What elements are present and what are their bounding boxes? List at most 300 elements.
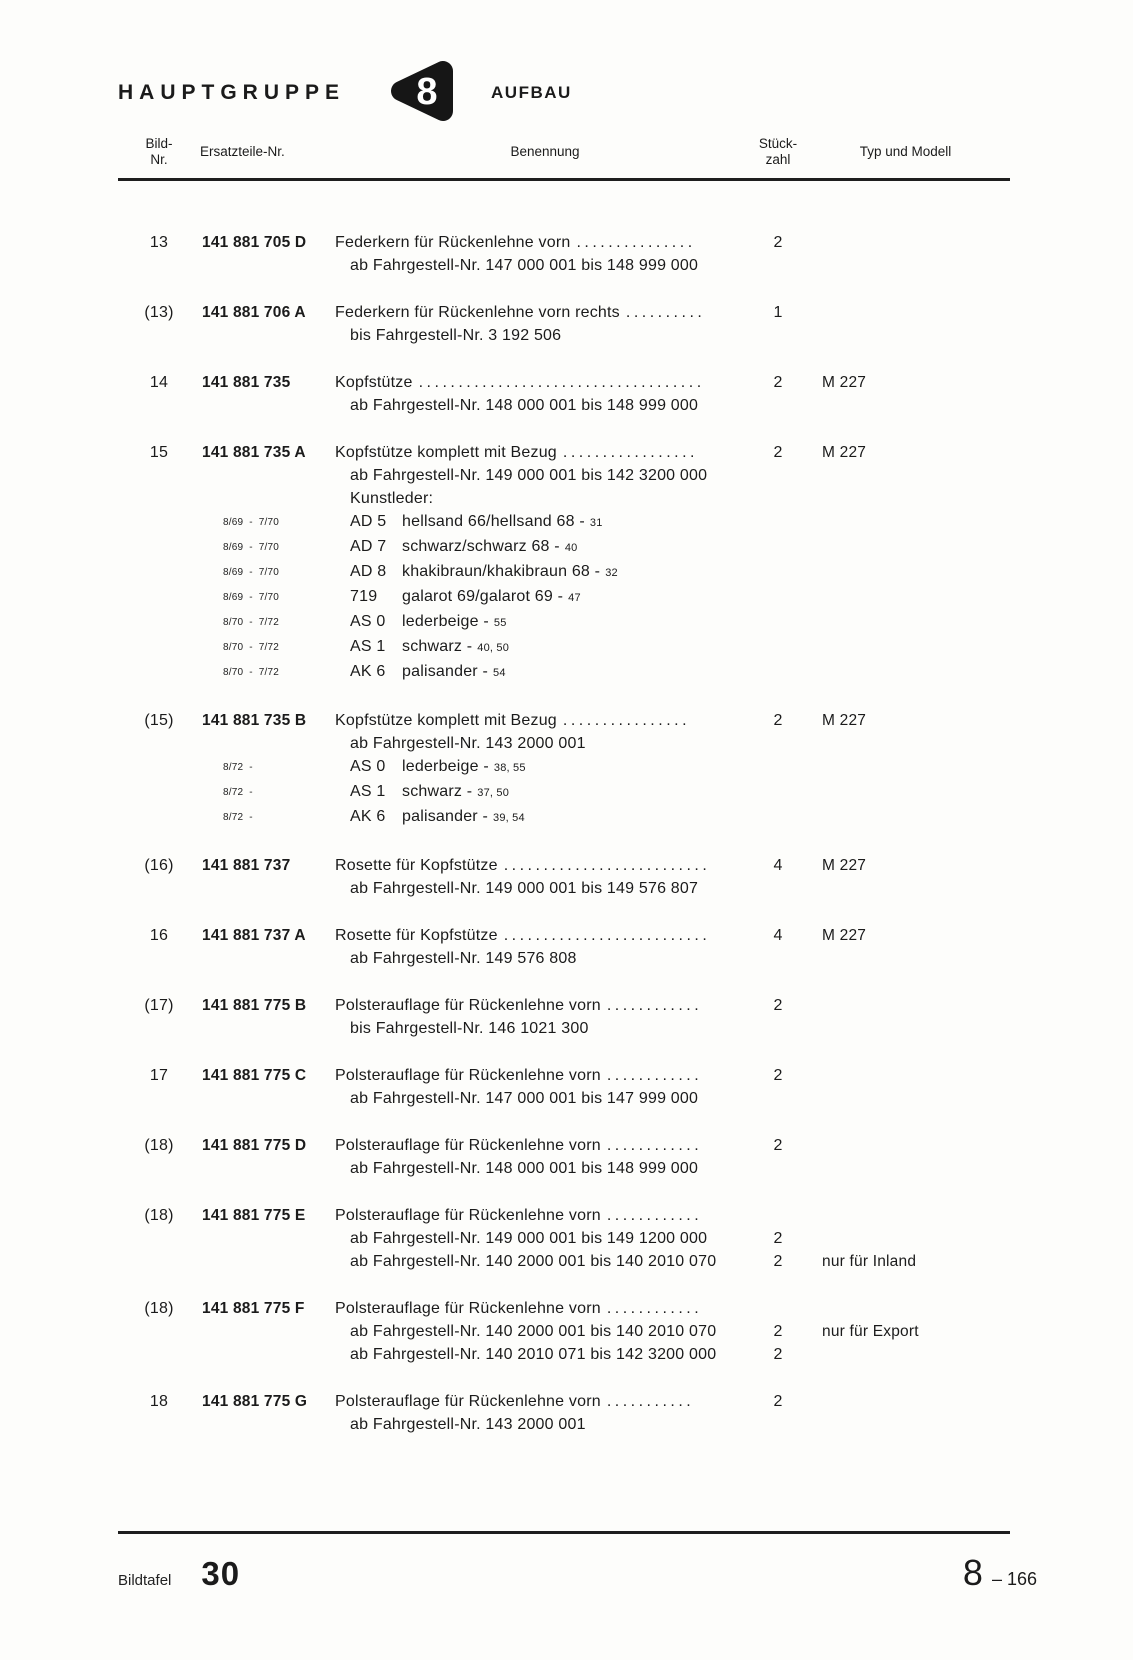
chassis-range-text: ab Fahrgestell-Nr. 149 000 001 bis 142 3200 000 [350, 467, 708, 484]
model-cell: nur für Inland [822, 1253, 917, 1270]
chassis-range-text: ab Fahrgestell-Nr. 143 2000 001 [350, 735, 586, 752]
bild-nr-cell [118, 1320, 200, 1343]
description-cell [335, 254, 755, 277]
bild-nr-cell [118, 1087, 200, 1110]
model-cell [801, 535, 1010, 560]
bild-nr-cell [118, 254, 200, 277]
quantity-cell [755, 394, 801, 417]
date-range: 8/69 - 7/70 [223, 592, 280, 603]
page [118, 60, 1010, 1436]
table-row-line [118, 635, 1010, 660]
dot-leader: ............ [606, 1137, 703, 1154]
quantity-cell [755, 510, 801, 535]
group-badge-shape [387, 58, 457, 124]
model-cell [801, 732, 1010, 755]
color-suffix: 39, 54 [493, 812, 525, 824]
quantity-cell: 4 [773, 857, 783, 874]
dot-leader: .......................... [503, 857, 711, 874]
bild-nr-cell: (18) [144, 1300, 174, 1317]
dot-leader: ............ [606, 997, 703, 1014]
chassis-range-text: bis Fahrgestell-Nr. 3 192 506 [350, 327, 562, 344]
part-number-cell: 141 881 775 E [202, 1207, 306, 1224]
description-cell [335, 780, 755, 805]
model-cell: M 227 [822, 444, 867, 461]
dot-leader: ................. [562, 444, 698, 461]
table-row-line [118, 732, 1010, 755]
date-range: 8/69 - 7/70 [223, 567, 280, 578]
description-text: Kopfstütze [335, 374, 413, 391]
table-row-line [118, 1204, 1010, 1227]
bild-nr-cell [118, 1250, 200, 1273]
chassis-range-text: ab Fahrgestell-Nr. 140 2000 001 bis 140 2010 070 [350, 1253, 717, 1270]
bild-nr-cell [118, 877, 200, 900]
description-cell [335, 510, 755, 535]
dot-leader: ............ [606, 1207, 703, 1224]
empty-cell [200, 1087, 335, 1110]
table-row-line [118, 1250, 1010, 1273]
table-row [118, 854, 1010, 900]
bild-nr-cell: (18) [144, 1137, 174, 1154]
part-number-cell: 141 881 775 C [202, 1067, 307, 1084]
model-cell [801, 394, 1010, 417]
dot-leader: ................ [562, 712, 691, 729]
table-row [118, 441, 1010, 685]
header-stueckzahl [755, 136, 801, 168]
empty-cell [200, 1413, 335, 1436]
quantity-cell [755, 254, 801, 277]
description-cell [335, 1087, 755, 1110]
table-row-line [118, 780, 1010, 805]
quantity-cell: 4 [773, 927, 783, 944]
bild-nr-cell [118, 947, 200, 970]
part-number-cell: 141 881 775 F [202, 1300, 305, 1317]
table-row-line [118, 254, 1010, 277]
quantity-cell: 2 [773, 712, 783, 729]
part-number-cell: 141 881 705 D [202, 234, 307, 251]
color-code: AS 1 [350, 783, 386, 800]
color-name: lederbeige - [402, 613, 489, 630]
description-cell [335, 464, 755, 487]
empty-cell [200, 1250, 335, 1273]
part-number-cell: 141 881 735 [202, 374, 291, 391]
model-cell: M 227 [822, 927, 867, 944]
color-suffix: 37, 50 [477, 787, 510, 799]
quantity-cell: 2 [773, 1393, 783, 1410]
table-row-line [118, 1297, 1010, 1320]
bild-nr-cell [118, 324, 200, 347]
table-row-line [118, 585, 1010, 610]
bild-nr-cell [118, 464, 200, 487]
quantity-cell [755, 635, 801, 660]
quantity-cell [755, 877, 801, 900]
empty-cell [200, 1320, 335, 1343]
description-cell [335, 732, 755, 755]
description-cell [335, 560, 755, 585]
description-cell [335, 755, 755, 780]
quantity-cell [755, 560, 801, 585]
dot-leader: ........... [606, 1393, 695, 1410]
table-row-line [118, 231, 1010, 254]
description-cell [335, 231, 755, 254]
model-cell [801, 1227, 1010, 1250]
bild-nr-cell [118, 732, 200, 755]
description-cell [335, 1250, 755, 1273]
description-cell [335, 441, 755, 464]
model-cell [801, 487, 1010, 510]
dot-leader: .......... [625, 304, 706, 321]
table-row-line [118, 1343, 1010, 1366]
chassis-range-text: ab Fahrgestell-Nr. 147 000 001 bis 147 999 000 [350, 1090, 699, 1107]
table-row-line [118, 660, 1010, 685]
description-cell [335, 1017, 755, 1040]
table-row [118, 231, 1010, 277]
page-footer [118, 1552, 1037, 1594]
color-name: hellsand 66/hellsand 68 - [402, 513, 585, 530]
bild-nr-cell [118, 487, 200, 510]
table-row-line [118, 560, 1010, 585]
description-text: Polsterauflage für Rückenlehne vorn [335, 997, 601, 1014]
bild-nr-cell: 15 [149, 444, 169, 461]
description-text: Polsterauflage für Rückenlehne vorn [335, 1067, 601, 1084]
table-row [118, 994, 1010, 1040]
chassis-range-text: ab Fahrgestell-Nr. 149 000 001 bis 149 1200 000 [350, 1230, 708, 1247]
table-row-line [118, 1390, 1010, 1413]
color-name: palisander - [402, 663, 489, 680]
header-rule [118, 178, 1010, 181]
bild-nr-cell: 16 [149, 927, 169, 944]
model-cell [801, 660, 1010, 685]
table-row [118, 709, 1010, 830]
model-cell [801, 560, 1010, 585]
bildtafel-label: Bildtafel [118, 1572, 172, 1589]
model-cell [801, 1087, 1010, 1110]
empty-cell [200, 394, 335, 417]
model-cell [801, 635, 1010, 660]
model-cell: M 227 [822, 857, 867, 874]
description-cell [335, 1227, 755, 1250]
table-row-line [118, 1017, 1010, 1040]
description-text: Kopfstütze komplett mit Bezug [335, 444, 557, 461]
description-cell [335, 1134, 755, 1157]
part-number-cell: 141 881 706 A [202, 304, 306, 321]
description-cell [335, 854, 755, 877]
color-code: 719 [350, 588, 378, 605]
bild-nr-cell: (13) [144, 304, 174, 321]
quantity-cell: 2 [773, 997, 783, 1014]
page-number-group [963, 1552, 1037, 1594]
table-row [118, 1204, 1010, 1273]
model-cell [801, 510, 1010, 535]
quantity-cell [755, 732, 801, 755]
group-number-badge [387, 58, 457, 129]
bild-nr-cell: 17 [149, 1067, 169, 1084]
model-cell [801, 610, 1010, 635]
bild-nr-cell [118, 1017, 200, 1040]
dot-leader: ............ [606, 1067, 703, 1084]
page-header [118, 60, 1010, 126]
empty-cell [200, 324, 335, 347]
table-row-line [118, 877, 1010, 900]
date-range: 8/72 - [223, 812, 253, 823]
table-row-line [118, 994, 1010, 1017]
model-cell: M 227 [822, 374, 867, 391]
header-typ-und-modell: Typ und Modell [859, 144, 952, 159]
bildtafel-number: 30 [201, 1555, 241, 1592]
model-cell [801, 805, 1010, 830]
model-cell: nur für Export [822, 1323, 919, 1340]
quantity-cell [755, 1157, 801, 1180]
color-code: AD 5 [350, 513, 387, 530]
table-row-line [118, 610, 1010, 635]
color-name: lederbeige - [402, 758, 489, 775]
table-row-line [118, 1157, 1010, 1180]
main-group-label: HAUPTGRUPPE [118, 81, 346, 104]
bild-nr-cell [118, 660, 200, 685]
table-row [118, 1390, 1010, 1436]
quantity-cell: 2 [773, 444, 783, 461]
table-row-line [118, 1064, 1010, 1087]
table-row-line [118, 487, 1010, 510]
model-cell [801, 585, 1010, 610]
model-cell [801, 1157, 1010, 1180]
empty-cell [200, 254, 335, 277]
table-row-line [118, 464, 1010, 487]
model-cell [801, 1204, 1010, 1227]
table-row-line [118, 854, 1010, 877]
quantity-cell: 2 [773, 1323, 783, 1340]
chassis-range-text: ab Fahrgestell-Nr. 140 2010 071 bis 142 3200 000 [350, 1346, 717, 1363]
part-number-cell: 141 881 775 D [202, 1137, 307, 1154]
table-row [118, 371, 1010, 417]
color-code: AK 6 [350, 663, 386, 680]
description-cell [335, 1320, 755, 1343]
table-row-line [118, 1134, 1010, 1157]
color-code: AD 7 [350, 538, 387, 555]
table-row-line [118, 924, 1010, 947]
color-code: AS 0 [350, 613, 386, 630]
bild-nr-cell [118, 805, 200, 830]
header-qty-line2: zahl [765, 152, 791, 167]
date-range: 8/72 - [223, 762, 253, 773]
description-text: Federkern für Rückenlehne vorn rechts [335, 304, 620, 321]
model-cell [801, 1064, 1010, 1087]
bild-nr-cell: 13 [149, 234, 169, 251]
header-bild-line1: Bild- [145, 136, 173, 151]
bild-nr-cell: (18) [144, 1207, 174, 1224]
color-name: schwarz/schwarz 68 - [402, 538, 560, 555]
description-text: Kopfstütze komplett mit Bezug [335, 712, 557, 729]
model-cell [801, 877, 1010, 900]
page-number: 8 [962, 1552, 983, 1593]
chassis-range-text: bis Fahrgestell-Nr. 146 1021 300 [350, 1020, 589, 1037]
date-range: 8/70 - 7/72 [223, 667, 280, 678]
quantity-cell [755, 610, 801, 635]
bild-nr-cell [118, 535, 200, 560]
chassis-range-text: ab Fahrgestell-Nr. 143 2000 001 [350, 1416, 586, 1433]
description-cell [335, 371, 755, 394]
quantity-cell: 2 [773, 374, 783, 391]
date-range: 8/69 - 7/70 [223, 542, 280, 553]
quantity-cell [755, 780, 801, 805]
table-row [118, 1134, 1010, 1180]
description-cell [335, 1390, 755, 1413]
description-cell [335, 1064, 755, 1087]
table-row-line [118, 755, 1010, 780]
color-suffix: 31 [589, 517, 603, 529]
table-row-line [118, 805, 1010, 830]
quantity-cell [755, 1017, 801, 1040]
table-row [118, 1064, 1010, 1110]
bild-nr-cell [118, 780, 200, 805]
date-range: 8/72 - [223, 787, 253, 798]
date-range: 8/70 - 7/72 [223, 617, 280, 628]
date-range: 8/70 - 7/72 [223, 642, 280, 653]
bild-nr-cell [118, 510, 200, 535]
chassis-range-text: ab Fahrgestell-Nr. 148 000 001 bis 148 999 000 [350, 397, 699, 414]
color-suffix: 55 [493, 617, 507, 629]
quantity-cell [755, 464, 801, 487]
model-cell [801, 994, 1010, 1017]
description-cell [335, 535, 755, 560]
table-row [118, 1297, 1010, 1366]
quantity-cell: 2 [773, 1253, 783, 1270]
description-cell [335, 1204, 755, 1227]
color-name: schwarz - [402, 783, 473, 800]
description-cell [335, 324, 755, 347]
description-cell [335, 301, 755, 324]
quantity-cell [755, 585, 801, 610]
color-code: AK 6 [350, 808, 386, 825]
color-suffix: 38, 55 [493, 762, 526, 774]
bild-nr-cell [118, 1413, 200, 1436]
model-cell [801, 301, 1010, 324]
color-name: schwarz - [402, 638, 473, 655]
empty-cell [200, 877, 335, 900]
color-suffix: 32 [605, 567, 618, 579]
color-suffix: 54 [493, 667, 506, 679]
table-row-line [118, 301, 1010, 324]
quantity-cell [755, 805, 801, 830]
table-row-line [118, 1320, 1010, 1343]
header-ersatzteile-nr: Ersatzteile-Nr. [200, 144, 285, 159]
model-cell [801, 1390, 1010, 1413]
bild-nr-cell: (15) [144, 712, 174, 729]
table-row-line [118, 535, 1010, 560]
color-suffix: 40 [564, 542, 578, 554]
color-name: palisander - [402, 808, 489, 825]
model-cell [801, 1343, 1010, 1366]
description-cell [335, 1413, 755, 1436]
empty-cell [200, 1227, 335, 1250]
quantity-cell: 2 [773, 1230, 783, 1247]
table-header [118, 136, 1010, 168]
model-cell [801, 755, 1010, 780]
bild-nr-cell [118, 560, 200, 585]
part-number-cell: 141 881 775 B [202, 997, 307, 1014]
model-cell [801, 464, 1010, 487]
empty-cell [200, 487, 335, 510]
table-row-line [118, 947, 1010, 970]
bild-nr-cell [118, 1157, 200, 1180]
description-text: Polsterauflage für Rückenlehne vorn [335, 1207, 601, 1224]
table-row-line [118, 1227, 1010, 1250]
description-cell [335, 994, 755, 1017]
description-cell [335, 805, 755, 830]
description-cell [335, 660, 755, 685]
quantity-cell [755, 1087, 801, 1110]
footer-rule [118, 1531, 1010, 1534]
model-cell [801, 1017, 1010, 1040]
color-suffix: 47 [568, 592, 581, 604]
description-cell [335, 947, 755, 970]
quantity-cell: 1 [773, 304, 783, 321]
quantity-cell [755, 324, 801, 347]
dot-leader: ............... [576, 234, 696, 251]
chassis-range-text: ab Fahrgestell-Nr. 149 000 001 bis 149 576 807 [350, 880, 699, 897]
part-number-cell: 141 881 775 G [202, 1393, 308, 1410]
description-text: Polsterauflage für Rückenlehne vorn [335, 1300, 601, 1317]
description-cell [335, 585, 755, 610]
model-cell [801, 1297, 1010, 1320]
header-bild-nr [118, 136, 200, 168]
table-row [118, 301, 1010, 347]
description-cell [335, 1297, 755, 1320]
chassis-range-text: ab Fahrgestell-Nr. 149 576 808 [350, 950, 577, 967]
quantity-cell [755, 1297, 801, 1320]
table-row-line [118, 1413, 1010, 1436]
empty-cell [200, 947, 335, 970]
quantity-cell [755, 535, 801, 560]
parts-table [118, 231, 1010, 1436]
quantity-cell [755, 487, 801, 510]
model-cell [801, 1134, 1010, 1157]
bild-nr-cell: 18 [149, 1393, 169, 1410]
part-number-cell: 141 881 737 [202, 857, 291, 874]
quantity-cell: 2 [773, 1137, 783, 1154]
date-range: 8/69 - 7/70 [223, 517, 280, 528]
quantity-cell: 2 [773, 234, 783, 251]
model-cell [801, 254, 1010, 277]
bild-nr-cell [118, 1227, 200, 1250]
quantity-cell [755, 755, 801, 780]
table-row-line [118, 510, 1010, 535]
dot-leader: .................................... [418, 374, 705, 391]
page-number-suffix: – 166 [991, 1569, 1037, 1589]
description-cell [335, 487, 755, 510]
header-bild-line2: Nr. [150, 152, 168, 167]
description-cell [335, 924, 755, 947]
empty-cell [200, 1017, 335, 1040]
header-benennung: Benennung [510, 144, 580, 159]
bild-nr-cell: (16) [144, 857, 174, 874]
bild-nr-cell [118, 394, 200, 417]
part-number-cell: 141 881 735 B [202, 712, 307, 729]
bild-nr-cell [118, 585, 200, 610]
color-code: AS 0 [350, 758, 386, 775]
model-cell [801, 1413, 1010, 1436]
bild-nr-cell [118, 610, 200, 635]
quantity-cell [755, 1204, 801, 1227]
table-row-line [118, 441, 1010, 464]
group-number: 8 [416, 70, 438, 113]
color-name: khakibraun/khakibraun 68 - [402, 563, 601, 580]
quantity-cell: 2 [773, 1346, 783, 1363]
description-cell [335, 877, 755, 900]
chassis-range-text: Kunstleder: [350, 490, 434, 507]
dot-leader: ............ [606, 1300, 703, 1317]
color-code: AD 8 [350, 563, 387, 580]
chassis-range-text: ab Fahrgestell-Nr. 140 2000 001 bis 140 2010 070 [350, 1323, 717, 1340]
